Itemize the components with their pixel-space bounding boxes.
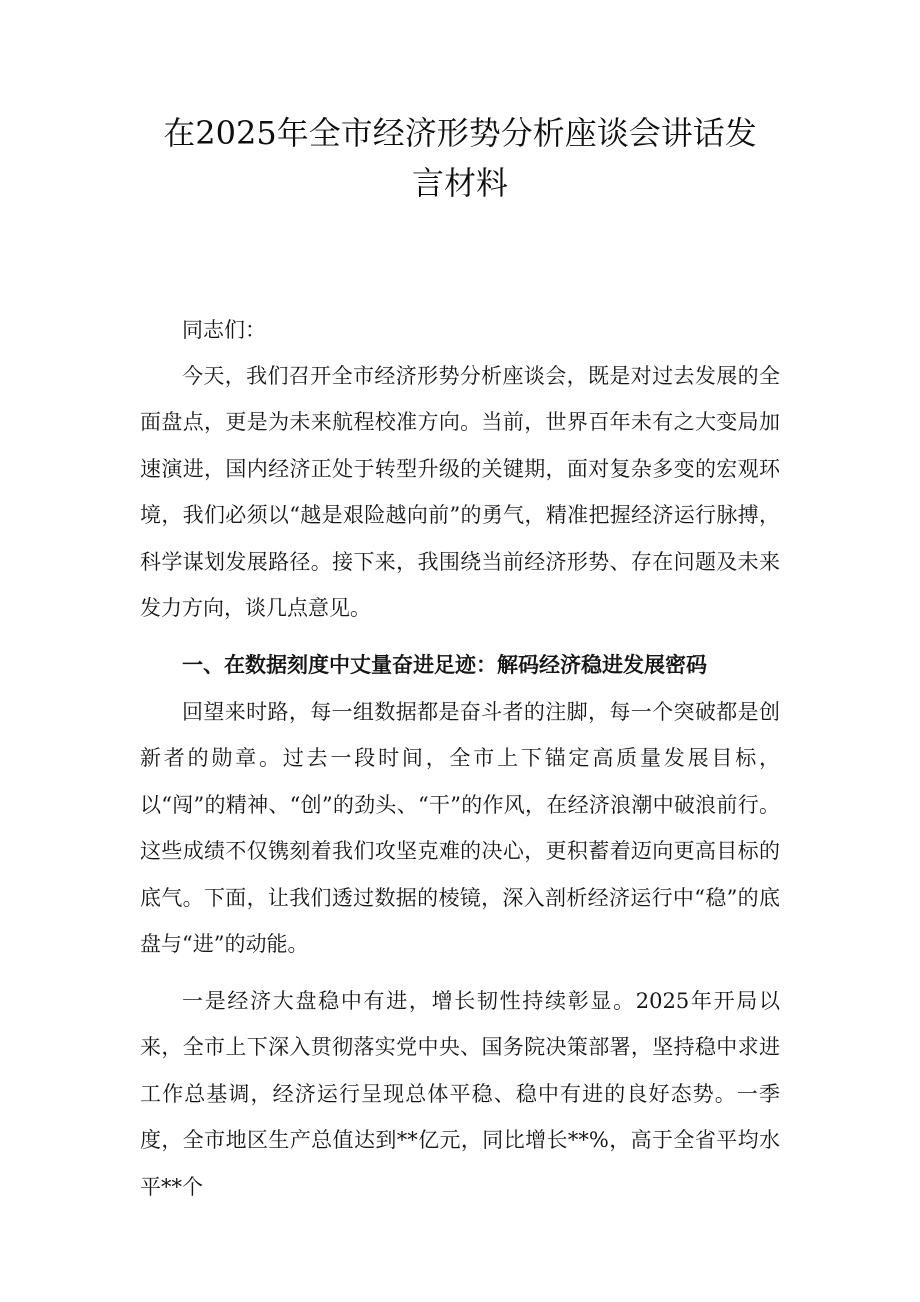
paragraph-point-1: 一是经济大盘稳中有进，增长韧性持续彰显。2025年开局以来，全市上下深入贯彻落实党中央、国务院决策部署，坚持稳中求进工作总基调，经济运行呈现总体平稳、稳中有进的良好态势。一季度，全市地区生产总值达到**亿元，同比增长**%，高于全省平均水平**个 (140, 989, 780, 1199)
section-heading-1: 一、在数据刻度中丈量奋进足迹：解码经济稳进发展密码 (182, 652, 707, 677)
document-title-line-1: 在2025年全市经济形势分析座谈会讲话发 (163, 114, 757, 152)
paragraph-intro: 今天，我们召开全市经济形势分析座谈会，既是对过去发展的全面盘点，更是为未来航程校准方向。当前，世界百年未有之大变局加速演进，国内经济正处于转型升级的关键期，面对复杂多变的宏观环境，我们必须以“越是艰险越向前”的勇气，精准把握经济运行脉搏，科学谋划发展路径。接下来，我围绕当前经济形势、存在问题及未来发力方向，谈几点意见。 (140, 364, 780, 621)
document-title-line-2: 言材料 (411, 164, 508, 202)
document-title (100, 108, 820, 208)
salutation: 同志们： (182, 318, 266, 342)
paragraph-review: 回望来时路，每一组数据都是奋斗者的注脚，每一个突破都是创新者的勋章。过去一段时间，全市上下锚定高质量发展目标，以“闯”的精神、“创”的劲头、“干”的作风，在经济浪潮中破浪前行。这些成绩不仅镌刻着我们攻坚克难的决心，更积蓄着迈向更高目标的底气。下面，让我们透过数据的棱镜，深入剖析经济运行中“稳”的底盘与“进”的动能。 (140, 700, 780, 957)
